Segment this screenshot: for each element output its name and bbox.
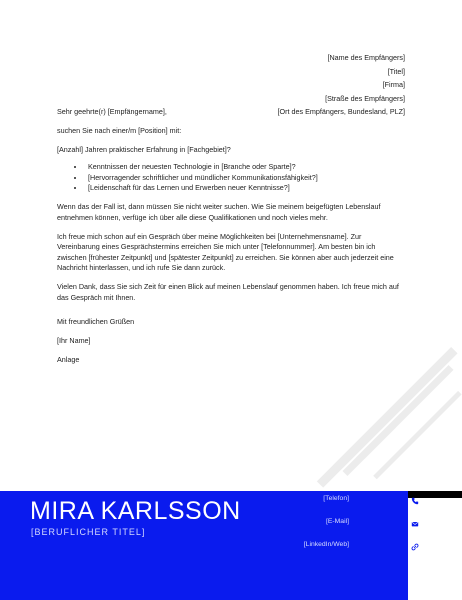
phone-icon (411, 497, 419, 505)
footer (0, 491, 462, 600)
experience-line: [Anzahl] Jahren praktischer Erfahrung in [Fachgebiet]? (57, 145, 231, 154)
recipient-company: [Firma] (382, 80, 405, 89)
linkedin-text: [LinkedIn/Web] (303, 541, 349, 548)
salutation: Sehr geehrte(r) [Empfängername], (57, 107, 167, 116)
closing: Mit freundlichen Grüßen (57, 317, 135, 326)
name-banner (0, 491, 408, 600)
recipient-name: [Name des Empfängers] (327, 53, 405, 62)
decorative-stripe (343, 365, 454, 476)
sender-job-title: [BERUFLICHER TITEL] (31, 527, 146, 537)
qualification-list (57, 162, 403, 194)
recipient-title: [Titel] (387, 66, 405, 76)
list-item: • [Leidenschaft für das Lernen und Erwerben neuer Kenntnisse?] (85, 183, 403, 194)
recipient-street: [Straße des Empfängers] (325, 93, 405, 103)
signature-name: [Ihr Name] (57, 336, 91, 345)
enclosure-label: Anlage (57, 355, 80, 364)
paragraph: Ich freue mich schon auf ein Gespräch über meine Möglichkeiten bei [Unternehmensname]. Zur Vereinbarung eines Gesprächstermins erreichen Sie mich unter [Telefonnummer]. Am besten bin ich zwischen [frühester Zeitpunkt] und [spätester Zeitpunkt] zu erreichen. Sie können aber auch jederzeit eine Nachricht hinterlassen, und ich rufe Sie dann zurück. (57, 231, 394, 272)
phone-text: [Telefon] (323, 495, 349, 502)
email-text: [E-Mail] (325, 518, 349, 525)
recipient-city: [Ort des Empfängers, Bundesland, PLZ] (277, 107, 405, 116)
sender-name: MIRA KARLSSON (30, 497, 241, 525)
link-icon (411, 543, 419, 551)
paragraph: Wenn das der Fall ist, dann müssen Sie nicht weiter suchen. Wie Sie meinem beigefügten Lebenslauf entnehmen können, verfüge ich über alle diese Qualifikationen und noch vieles mehr. (57, 202, 381, 222)
email-icon (411, 520, 419, 528)
intro-line: suchen Sie nach einer/m [Position] mit: (57, 126, 182, 135)
paragraph: Vielen Dank, dass Sie sich Zeit für einen Blick auf meinen Lebenslauf genommen haben. Ich freue mich auf das Gespräch mit Ihnen. (57, 282, 399, 302)
list-item: • Kenntnissen der neuesten Technologie in [Branche oder Sparte]? (85, 162, 403, 173)
decorative-stripes (300, 330, 462, 490)
list-item: • [Hervorragender schriftlicher und mündlicher Kommunikationsfähigkeit?] (85, 173, 403, 184)
